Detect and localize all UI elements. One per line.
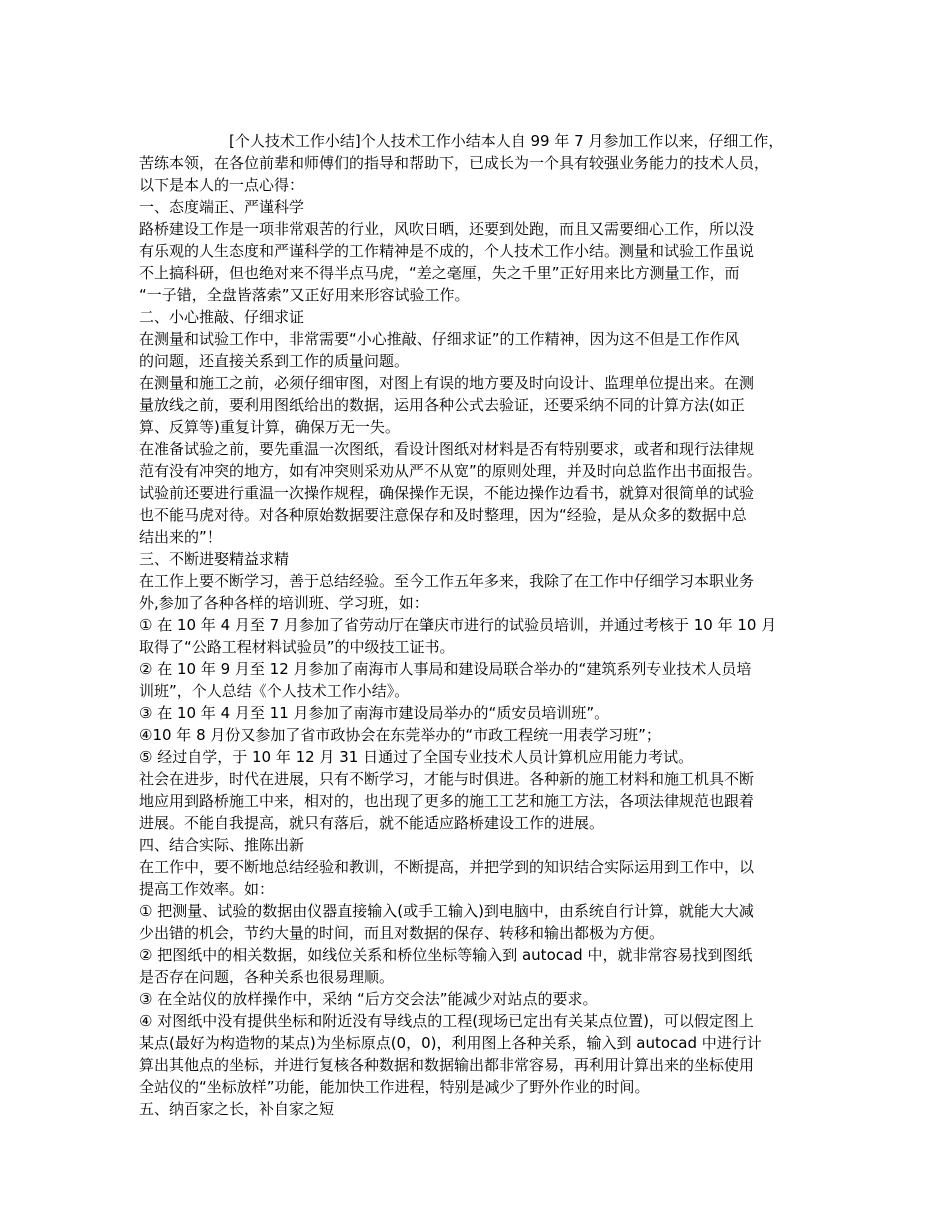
text-line: 有乐观的人生态度和严谨科学的工作精神是不成的，个人技术工作小结。测量和试验工作虽说 xyxy=(139,242,755,260)
document-body xyxy=(139,130,812,1120)
text-line: 进展。不能自我提高，就只有落后，就不能适应路桥建设工作的进展。 xyxy=(139,814,605,832)
text-line: 在工作中，要不断地总结经验和教训，不断提高，并把学到的知识结合实际运用到工作中，以 xyxy=(139,858,755,876)
text-line: 以下是本人的一点心得： xyxy=(139,176,305,194)
text-line: 训班”，个人总结《个人技术工作小结》。 xyxy=(139,682,410,700)
text-line: 四、结合实际、推陈出新 xyxy=(139,836,305,854)
text-line: 一、态度端正、严谨科学 xyxy=(139,198,305,216)
text-line: 苦练本领，在各位前辈和师傅们的指导和帮助下，已成长为一个具有较强业务能力的技术人员， xyxy=(139,154,770,172)
text-line: “一子错，全盘皆落索”又正好用来形容试验工作。 xyxy=(139,286,470,304)
paragraph xyxy=(139,196,812,218)
text-line: ④10 年 8 月份又参加了省市政协会在东莞举办的“市政工程统一用表学习班”； xyxy=(139,726,661,744)
text-line: 算出其他点的坐标，并进行复核各种数据和数据输出都非常容易，再利用计算出来的坐标使用 xyxy=(139,1056,755,1074)
text-line: 三、不断进娶精益求精 xyxy=(139,550,290,568)
paragraph xyxy=(139,328,812,372)
text-line: 取得了“公路工程材料试验员”的中级技工证书。 xyxy=(139,638,455,656)
paragraph xyxy=(139,218,812,306)
text-line: ③ 在 10 年 4 月至 11 月参加了南海市建设局举办的“质安员培训班”。 xyxy=(139,704,610,722)
text-line: 结出来的”！ xyxy=(139,528,222,546)
paragraph xyxy=(139,724,812,746)
text-line: 范有没有冲突的地方，如有冲突则采劝从严不从宽”的原则处理，并及时向总监作出书面报告。 xyxy=(139,462,762,480)
paragraph xyxy=(139,372,812,438)
text-line: ② 把图纸中的相关数据，如线位关系和桥位坐标等输入到 autocad 中，就非常容易找到图纸 xyxy=(139,946,753,964)
text-line: 不上搞科研，但也绝对来不得半点马虎，“差之毫厘，失之千里”正好用来比方测量工作，而 xyxy=(139,264,740,282)
text-line: 算、反算等)重复计算，确保万无一失。 xyxy=(139,418,400,436)
paragraph xyxy=(139,1098,812,1120)
text-line: 少出错的机会，节约大量的时间，而且对数据的保存、转移和输出都极为方便。 xyxy=(139,924,665,942)
paragraph xyxy=(139,1010,812,1098)
text-line: ③ 在全站仪的放样操作中，采纳 “后方交会法”能减少对站点的要求。 xyxy=(139,990,598,1008)
paragraph xyxy=(139,834,812,856)
text-line: 在测量和试验工作中，非常需要“小心推敲、仔细求证”的工作精神，因为这不但是工作作风 xyxy=(139,330,740,348)
text-line: 在工作上要不断学习，善于总结经验。至今工作五年多来，我除了在工作中仔细学习本职业务 xyxy=(139,572,755,590)
text-line: 某点(最好为构造物的某点)为坐标原点(0，0)，利用图上各种关系，输入到 autocad 中进行计 xyxy=(139,1034,762,1052)
text-line: 五、纳百家之长，补自家之短 xyxy=(139,1100,335,1118)
paragraph xyxy=(139,944,812,988)
text-line: ⑤ 经过自学，于 10 年 12 月 31 日通过了全国专业技术人员计算机应用能力考试。 xyxy=(139,748,694,766)
paragraph xyxy=(139,570,812,614)
paragraph xyxy=(139,856,812,900)
paragraph xyxy=(139,614,812,658)
paragraph xyxy=(139,768,812,834)
text-line: ② 在 10 年 9 月至 12 月参加了南海市人事局和建设局联合举办的“建筑系列专业技术人员培 xyxy=(139,660,752,678)
paragraph xyxy=(139,174,812,196)
text-line: 二、小心推敲、仔细求证 xyxy=(139,308,305,326)
paragraph xyxy=(139,658,812,702)
paragraph xyxy=(139,746,812,768)
text-line: 路桥建设工作是一项非常艰苦的行业，风吹日晒，还要到处跑，而且又需要细心工作，所以没 xyxy=(139,220,755,238)
text-line: 在准备试验之前，要先重温一次图纸，看设计图纸对材料是否有特别要求，或者和现行法律规 xyxy=(139,440,755,458)
text-line: 是否存在问题，各种关系也很易理顺。 xyxy=(139,968,395,986)
paragraph xyxy=(139,988,812,1010)
paragraph xyxy=(139,130,812,152)
paragraph xyxy=(139,306,812,328)
text-line: 试验前还要进行重温一次操作规程，确保操作无误，不能边操作边看书，就算对很简单的试验 xyxy=(139,484,755,502)
text-line: ④ 对图纸中没有提供坐标和附近没有导线点的工程(现场已定出有关某点位置)，可以假定图上 xyxy=(139,1012,754,1030)
text-line: 提高工作效率。如： xyxy=(139,880,275,898)
text-line: 全站仪的“坐标放样”功能，能加快工作进程，特别是减少了野外作业的时间。 xyxy=(139,1078,650,1096)
paragraph xyxy=(139,548,812,570)
text-line: [个人技术工作小结]个人技术工作小结本人自 99 年 7 月参加工作以来，仔细工作， xyxy=(229,132,784,150)
text-line: 在测量和施工之前，必须仔细审图，对图上有误的地方要及时向设计、监理单位提出来。在测 xyxy=(139,374,755,392)
text-line: 的问题，还直接关系到工作的质量问题。 xyxy=(139,352,410,370)
text-line: 地应用到路桥施工中来，相对的，也出现了更多的施工工艺和施工方法，各项法律规范也跟着 xyxy=(139,792,755,810)
text-line: ① 把测量、试验的数据由仪器直接输入(或手工输入)到电脑中，由系统自行计算，就能大大减 xyxy=(139,902,754,920)
text-line: 社会在进步，时代在进展，只有不断学习，才能与时俱进。各种新的施工材料和施工机具不断 xyxy=(139,770,755,788)
text-line: 外,参加了各种各样的培训班、学习班，如： xyxy=(139,594,429,612)
paragraph xyxy=(139,438,812,548)
text-line: 量放线之前，要利用图纸给出的数据，运用各种公式去验证，还要采纳不同的计算方法(如正 xyxy=(139,396,745,414)
paragraph xyxy=(139,152,812,174)
text-line: ① 在 10 年 4 月至 7 月参加了省劳动厅在肇庆市进行的试验员培训，并通过考核于 10 年 10 月 xyxy=(139,616,777,634)
paragraph xyxy=(139,702,812,724)
text-line: 也不能马虎对待。对各种原始数据要注意保存和及时整理，因为“经验，是从众多的数据中总 xyxy=(139,506,747,524)
paragraph xyxy=(139,900,812,944)
